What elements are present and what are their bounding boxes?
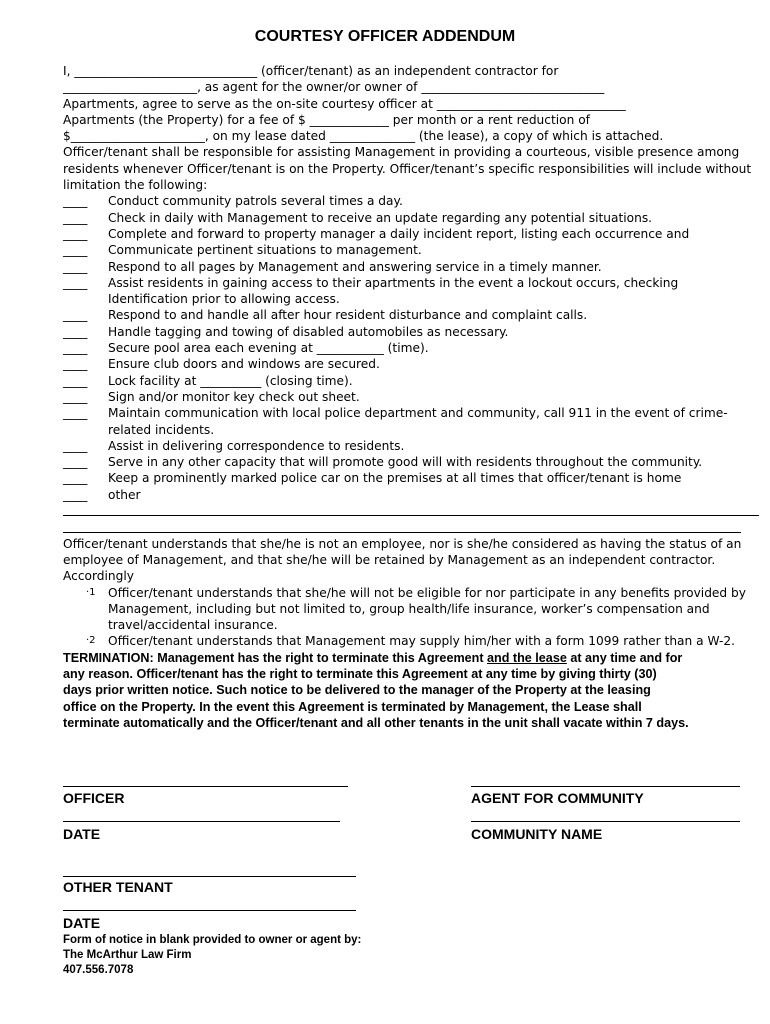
duty-item <box>63 307 753 323</box>
duty-text: Communicate pertinent situations to management. <box>108 243 422 258</box>
duty-checkbox-blank[interactable]: ____ <box>63 324 88 339</box>
duty-item <box>63 470 753 486</box>
other-tenant-label: OTHER TENANT <box>63 879 173 895</box>
bullet-item <box>86 585 753 634</box>
intro-line: ______________________, as agent for the owner/or owner of ______________________________ <box>63 80 605 95</box>
termination-line <box>63 650 753 666</box>
footer-credit <box>63 933 361 978</box>
duty-checkbox-blank[interactable]: ____ <box>63 259 88 274</box>
termination-line: terminate automatically and the Officer/tenant and all other tenants in the unit shall vacate within 7 days. <box>63 715 689 730</box>
termination-line: any reason. Officer/tenant has the right to terminate this Agreement at any time by giving thirty (30) <box>63 666 657 681</box>
duty-text: other <box>108 487 141 502</box>
intro-line: Officer/tenant shall be responsible for assisting Management in providing a courteous, visible presence among <box>63 145 740 160</box>
duty-item <box>63 405 753 438</box>
duty-checkbox-blank[interactable]: ____ <box>63 471 88 486</box>
duty-item <box>63 373 753 389</box>
date-signature-line[interactable] <box>63 821 340 822</box>
duty-checkbox-blank[interactable]: ____ <box>63 438 88 453</box>
document-title: COURTESY OFFICER ADDENDUM <box>254 28 516 45</box>
duty-text: Serve in any other capacity that will promote good will with residents throughout the community. <box>108 455 703 470</box>
intro-line: $______________________, on my lease dated ______________ (the lease), a copy of which is attached. <box>63 129 664 144</box>
intro-line: Apartments (the Property) for a fee of $ _____________ per month or a rent reduction of <box>63 112 590 127</box>
duty-text: Secure pool area each evening at ___________ (time). <box>108 341 429 356</box>
intro-line: Apartments, agree to serve as the on-site courtesy officer at _______________________________ <box>63 96 626 111</box>
footer-line: The McArthur Law Firm <box>63 949 192 961</box>
date-signature-line-2[interactable] <box>63 910 356 911</box>
duty-text: Lock facility at __________ (closing time). <box>108 373 353 388</box>
duty-text: Sign and/or monitor key check out sheet. <box>108 389 360 404</box>
duty-item <box>63 210 753 226</box>
duty-checkbox-blank[interactable]: ____ <box>63 243 88 258</box>
bullet-text: Officer/tenant understands that she/he will not be eligible for nor participate in any benefits provided by Management, including but not limited to, group health/life insurance, worker’s compensation and travel/accidental insurance. <box>108 585 746 633</box>
duty-item <box>63 438 753 454</box>
duty-text: Ensure club doors and windows are secured. <box>108 357 380 372</box>
termination-clause <box>63 650 753 731</box>
duty-item <box>63 275 753 308</box>
duty-text: Check in daily with Management to receive an update regarding any potential situations. <box>108 210 653 225</box>
termination-underlined-text: and the lease <box>487 650 567 665</box>
date-label: DATE <box>63 826 101 842</box>
duty-checkbox-blank[interactable]: ____ <box>63 308 88 323</box>
other-tenant-signature-line[interactable] <box>63 876 356 877</box>
duty-text: Handle tagging and towing of disabled automobiles as necessary. <box>108 324 509 339</box>
bullet-marker: ·1 <box>86 586 96 598</box>
bullet-item <box>86 633 753 649</box>
other-duty-fill-line[interactable] <box>63 503 753 519</box>
duty-item <box>63 193 753 209</box>
duty-checkbox-blank[interactable]: ____ <box>63 389 88 404</box>
duty-item <box>63 324 753 340</box>
duty-checkbox-blank[interactable]: ____ <box>63 357 88 372</box>
duty-checkbox-blank[interactable]: ____ <box>63 210 88 225</box>
termination-text: TERMINATION: Management has the right to terminate this Agreement <box>63 650 488 665</box>
intro-paragraph <box>63 63 753 193</box>
duty-text: Assist residents in gaining access to their apartments in the event a lockout occurs, checking Identification prior to allowing access. <box>108 275 679 307</box>
duty-checkbox-blank[interactable]: ____ <box>63 275 88 290</box>
contractor-line: Officer/tenant understands that she/he is not an employee, nor is she/he considered as having the status of an <box>63 536 742 551</box>
duty-item <box>63 259 753 275</box>
duty-checkbox-blank[interactable]: ____ <box>63 373 88 388</box>
duty-checkbox-blank[interactable]: ____ <box>63 455 88 470</box>
contractor-bullets <box>63 585 753 650</box>
duty-checkbox-blank[interactable]: ____ <box>63 406 88 421</box>
duty-item <box>63 242 753 258</box>
duty-item <box>63 356 753 372</box>
officer-signature-line[interactable] <box>63 786 348 787</box>
termination-line: office on the Property. In the event this Agreement is terminated by Management, the Lease shall <box>63 699 642 714</box>
duty-text: Respond to all pages by Management and answering service in a timely manner. <box>108 259 602 274</box>
intro-line: I, ______________________________ (officer/tenant) as an independent contractor for <box>63 64 559 78</box>
community-name-label: COMMUNITY NAME <box>471 826 603 842</box>
duty-item <box>63 454 753 470</box>
duties-list <box>63 193 753 503</box>
duty-item <box>63 340 753 356</box>
duty-text: Assist in delivering correspondence to residents. <box>108 438 405 453</box>
duty-checkbox-blank[interactable]: ____ <box>63 341 88 356</box>
duty-checkbox-blank[interactable]: ____ <box>63 194 88 209</box>
duty-text: Maintain communication with local police department and community, call 911 in the event of crime-related incidents. <box>108 406 728 437</box>
duty-text: Conduct community patrols several times a day. <box>108 194 403 209</box>
intro-line: residents whenever Officer/tenant is on the Property. Officer/tenant’s specific responsibilities will include without <box>63 161 752 176</box>
officer-label: OFFICER <box>63 790 125 806</box>
community-name-line[interactable] <box>471 821 740 822</box>
duty-item <box>63 389 753 405</box>
contractor-paragraph <box>63 536 753 585</box>
duty-checkbox-blank[interactable]: ____ <box>63 487 88 502</box>
contractor-line: employee of Management, and that she/he will be retained by Management as an independent contractor. <box>63 552 716 567</box>
duty-text: Keep a prominently marked police car on the premises at all times that officer/tenant is home <box>108 471 682 486</box>
duty-item <box>63 226 753 242</box>
footer-line: Form of notice in blank provided to owner or agent by: <box>63 934 362 946</box>
intro-line: limitation the following: <box>63 178 208 193</box>
contractor-line: Accordingly <box>63 569 134 584</box>
duty-text: Complete and forward to property manager a daily incident report, listing each occurrence and <box>108 226 690 241</box>
bullet-marker: ·2 <box>86 635 96 647</box>
document-body <box>63 63 753 731</box>
other-duty-fill-line[interactable] <box>63 519 753 535</box>
date-label-2: DATE <box>63 915 101 931</box>
footer-line: 407.556.7078 <box>63 964 134 976</box>
duty-item <box>63 487 753 503</box>
agent-label: AGENT FOR COMMUNITY <box>471 790 644 806</box>
bullet-text: Officer/tenant understands that Management may supply him/her with a form 1099 rather than a W-2. <box>108 634 736 649</box>
termination-line: days prior written notice. Such notice to be delivered to the manager of the Property at the leasing <box>63 683 651 698</box>
duty-text: Respond to and handle all after hour resident disturbance and complaint calls. <box>108 308 588 323</box>
duty-checkbox-blank[interactable]: ____ <box>63 226 88 241</box>
agent-signature-line[interactable] <box>471 786 740 787</box>
termination-text: at any time and for <box>566 650 683 665</box>
